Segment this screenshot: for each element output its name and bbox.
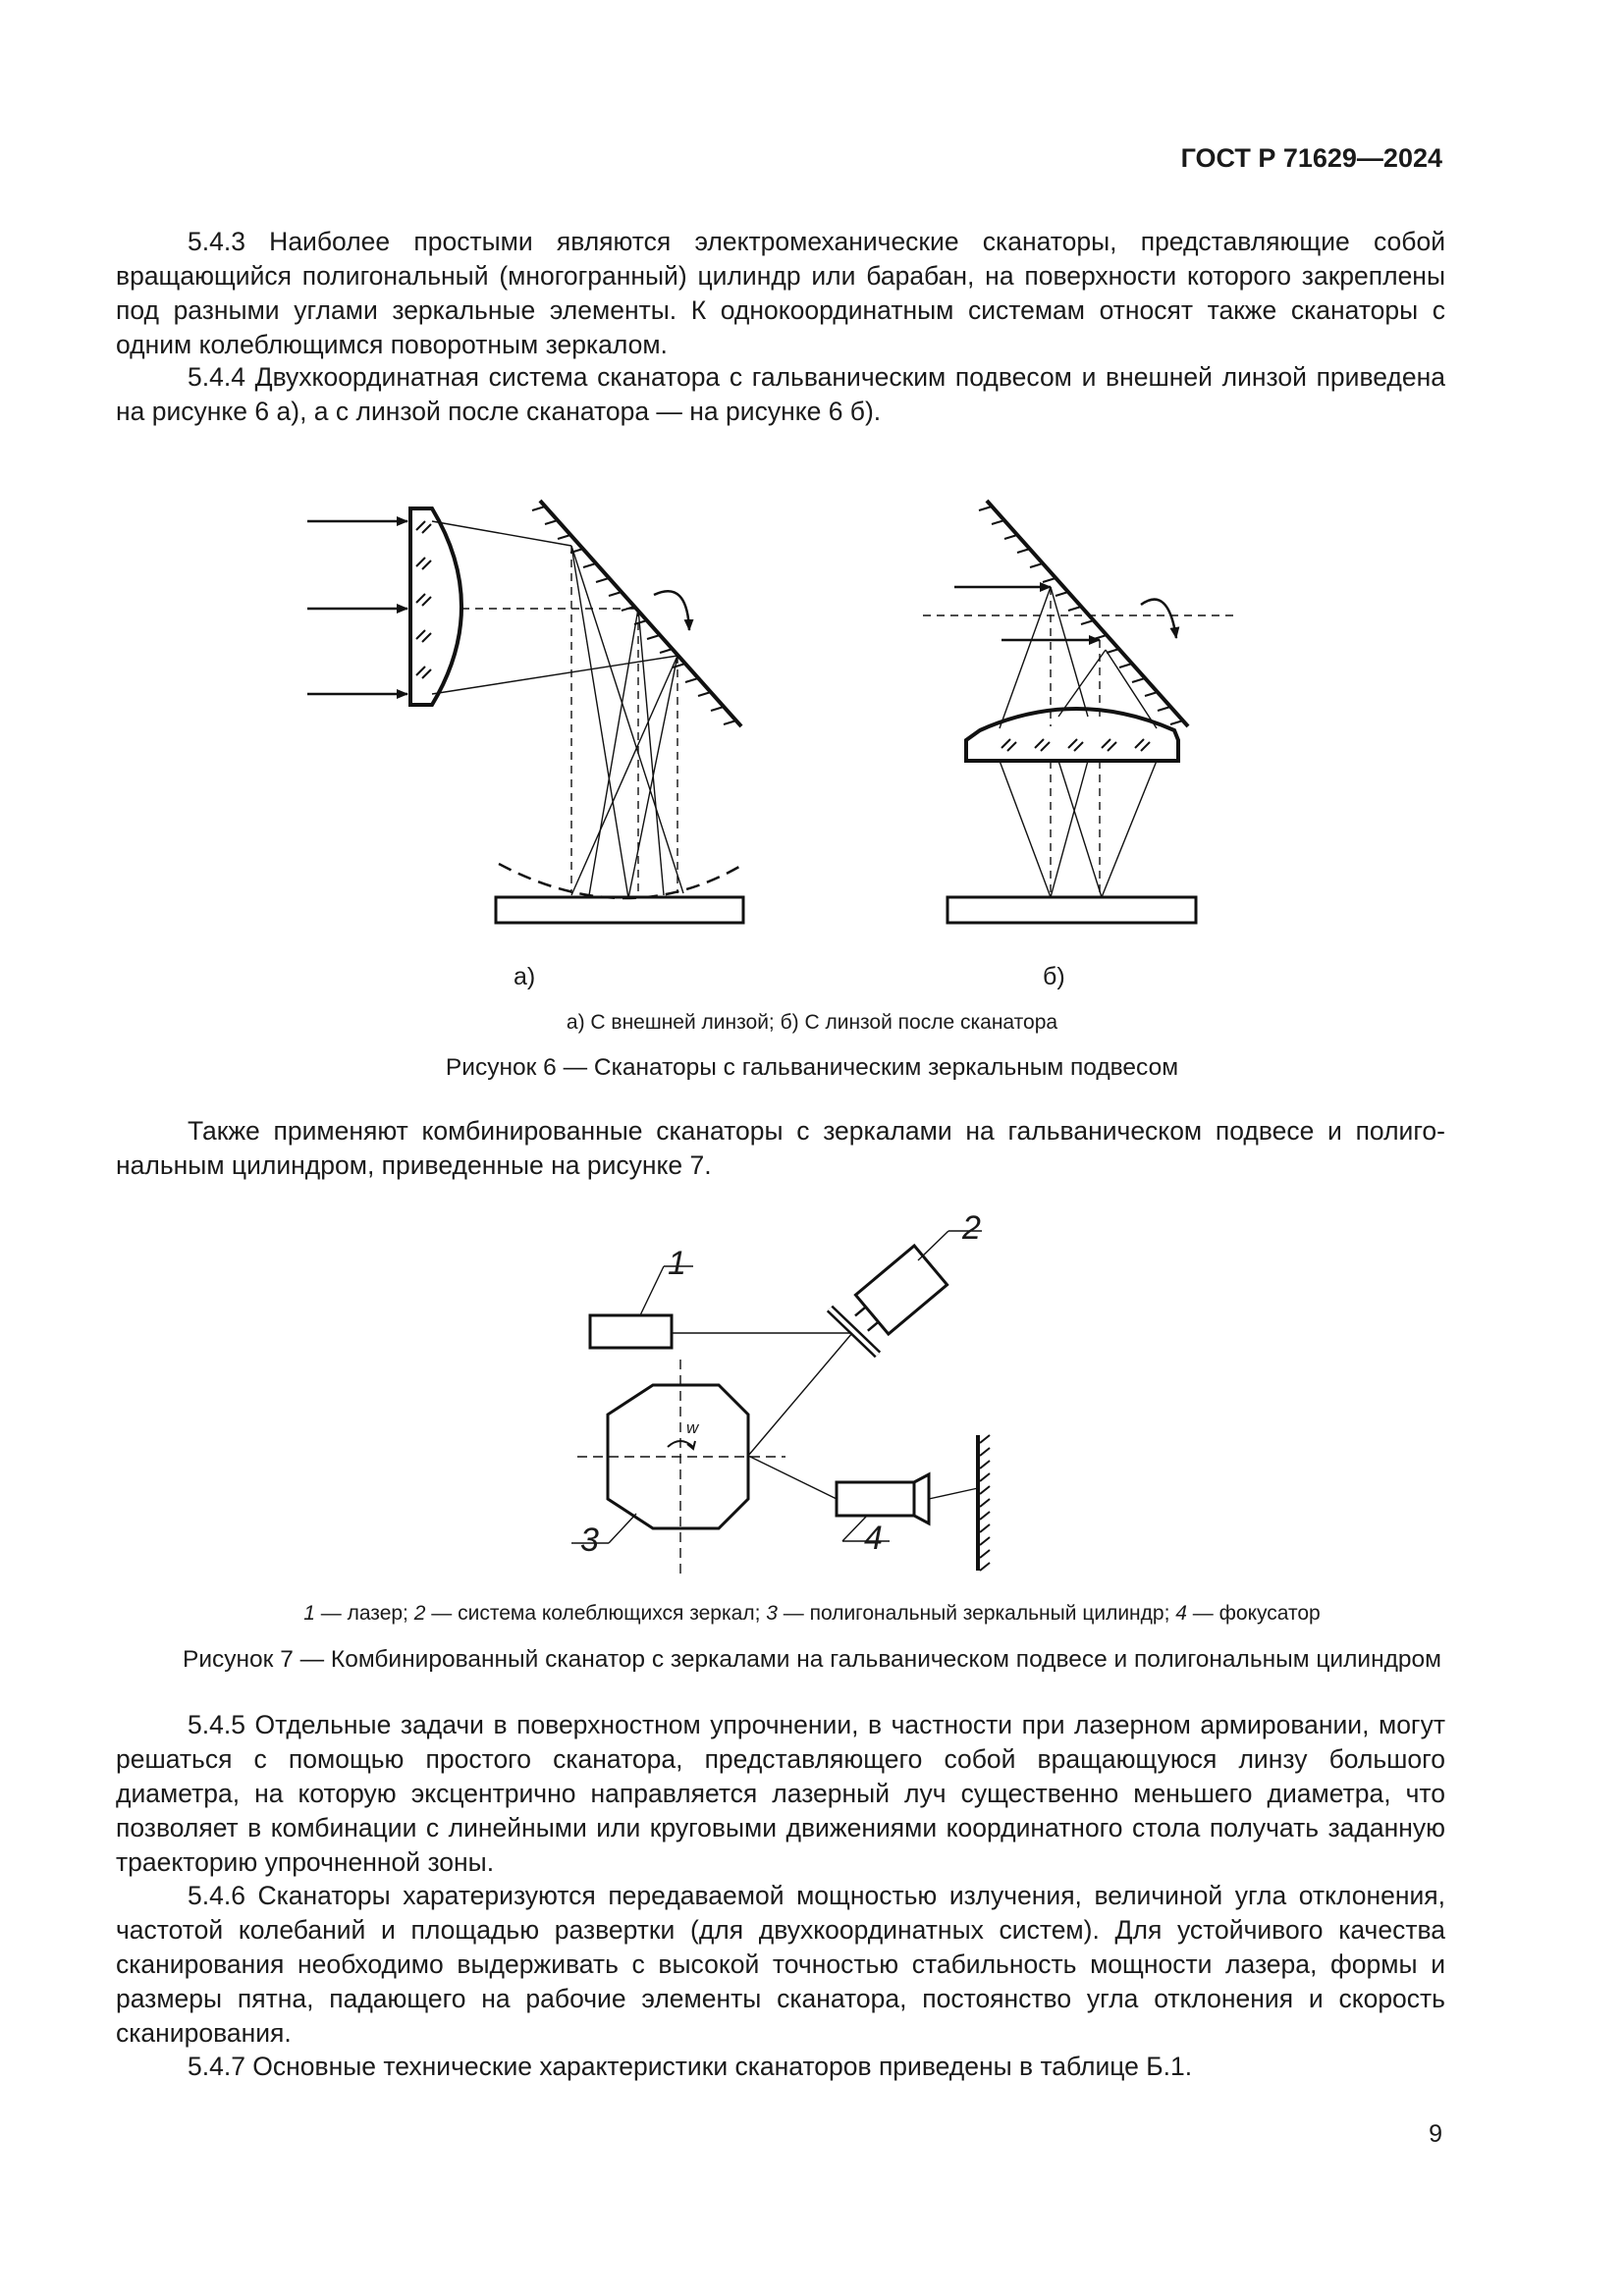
document-header: ГОСТ Р 71629—2024	[1180, 143, 1442, 173]
figure-7-number-1: 1	[668, 1245, 686, 1282]
paragraph-5-4-3: 5.4.3 Наиболее простыми являются электромеханические сканаторы, представляющие собой вращающийся полигональный (многогранный) цилиндр или барабан, на поверхности которого закреплены под разными углами зеркальные элементы. К однокоординатным системам относят также сканаторы с одним колеблющимся поворотным зеркалом.	[116, 227, 1445, 359]
legend-key-4: 4	[1175, 1602, 1187, 1625]
page-number: 9	[1429, 2120, 1442, 2148]
paragraph-5-4-4: 5.4.4 Двухкоординатная система сканатора с гальваническим подвесом и внешней линзой приведена на рисунке 6 а), а с линзой после сканатора — на рисунке 6 б).	[116, 362, 1445, 426]
figure-7-w-label: w	[686, 1418, 699, 1437]
legend-key-2: 2	[413, 1602, 426, 1625]
paragraph-also: Также применяют комбинированные сканаторы с зеркалами на гальваническом подвесе и полиго-нальным цилиндром, приведенные на рисунке 7.	[116, 1116, 1445, 1180]
figure-7-caption: Рисунок 7 — Комбинированный сканатор с зеркалами на гальваническом подвесе и полигональным цилиндром	[182, 1646, 1441, 1673]
figure-7-number-2: 2	[962, 1209, 981, 1247]
figure-7-legend	[0, 1602, 1624, 1626]
figure-7-number-4: 4	[864, 1520, 883, 1557]
paragraph-5-4-5: 5.4.5 Отдельные задачи в поверхностном упрочнении, в частности при лазерном армировании, могут решаться с помощью простого сканатора, представляющего собой вращающуюся линзу большого диаметра, на которую эксцентрично направляется лазерный луч существенно меньшего диаметра, что позволяет в комбинации с линейными или круговыми движениями координатного стола получать заданную траекторию упрочненной зоны.	[116, 1710, 1445, 1877]
figure-7-number-3: 3	[580, 1522, 599, 1559]
figure-6-subcaption: а) С внешней линзой; б) С линзой после сканатора	[566, 1011, 1058, 1034]
figure-6-caption: Рисунок 6 — Сканаторы с гальваническим зеркальным подвесом	[445, 1054, 1179, 1081]
legend-text-4: — фокусатор	[1186, 1602, 1321, 1625]
legend-key-1: 1	[303, 1602, 315, 1625]
figure-6-label-b: б)	[1043, 963, 1065, 990]
legend-text-3: — полигональный зеркальный цилиндр;	[777, 1602, 1176, 1625]
legend-text-1: — лазер;	[314, 1602, 414, 1625]
paragraph-5-4-6: 5.4.6 Сканаторы харатеризуются передаваемой мощностью излучения, величиной угла отклонения, частотой колебаний и площадью развертки (для двухкоординатных систем). Для устойчивого качества сканирования необходимо выдерживать с высокой точностью стабильность мощности лазера, формы и размеры пятна, падающего на рабочие элементы сканатора, постоянство угла отклонения и скорость сканирования.	[116, 1881, 1445, 2048]
legend-text-2: — система колеблющихся зеркал;	[425, 1602, 767, 1625]
legend-key-3: 3	[766, 1602, 778, 1625]
paragraph-5-4-7: 5.4.7 Основные технические характеристики сканаторов приведены в таблице Б.1.	[188, 2052, 1193, 2081]
figure-6-label-a: а)	[514, 963, 536, 990]
